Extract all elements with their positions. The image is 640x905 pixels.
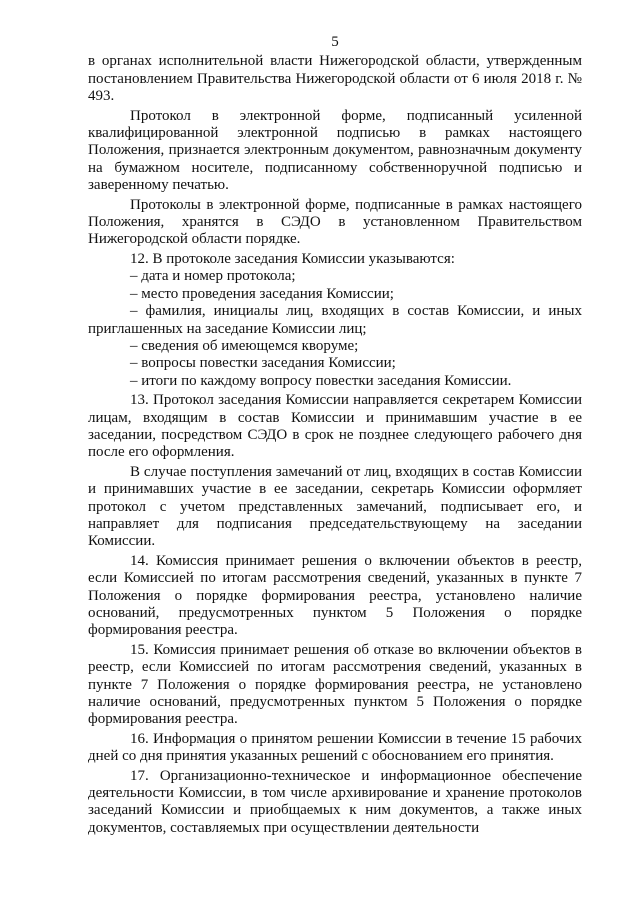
paragraph: 16. Информация о принятом решении Комиссии в течение 15 рабочих дней со дня принятия указанных решений с обоснованием его принятия.: [88, 730, 582, 765]
paragraph: – вопросы повестки заседания Комиссии;: [130, 355, 396, 372]
paragraph: 14. Комиссия принимает решения о включении объектов в реестр, если Комиссией по итогам рассмотрения сведений, указанных в пункте 7 Положения о порядке формирования реестра, установлено наличие оснований, предусмотренных пунктом 5 Положения о порядке формирования реестра.: [88, 552, 582, 639]
paragraph: 15. Комиссия принимает решения об отказе во включении объектов в реестр, если Комиссией по итогам рассмотрения сведений, указанных в пункте 7 Положения о порядке формирования реестра, не установлено наличие оснований, предусмотренных пунктом 5 Положения о порядке формирования реестра.: [88, 641, 582, 728]
paragraph: 13. Протокол заседания Комиссии направляется секретарем Комиссии лицам, входящим в состав Комиссии и принимавшим участие в ее заседании, посредством СЭДО в срок не позднее следующего рабочего дня после его оформления.: [88, 392, 582, 461]
paragraph: 12. В протоколе заседания Комиссии указываются:: [130, 250, 455, 267]
paragraph: – дата и номер протокола;: [130, 268, 296, 285]
paragraph: 17. Организационно-техническое и информационное обеспечение деятельности Комиссии, в том числе архивирование и хранение протоколов заседаний Комиссии и приобщаемых к ним документов, а также иных документов, составляемых при осуществлении деятельности: [88, 767, 582, 836]
document-body: [88, 53, 582, 837]
paragraph: – место проведения заседания Комиссии;: [130, 285, 394, 302]
paragraph: – сведения об имеющемся кворуме;: [130, 337, 359, 354]
paragraph: Протоколы в электронной форме, подписанные в рамках настоящего Положения, хранятся в СЭДО в установленном Правительством Нижегородской области порядке.: [88, 196, 582, 248]
page-number: 5: [331, 34, 339, 50]
paragraph: Протокол в электронной форме, подписанный усиленной квалифицированной электронной подписью в рамках настоящего Положения, признается электронным документом, равнозначным документу на бумажном носителе, подписанному собственноручной подписью и заверенному печатью.: [88, 107, 582, 194]
paragraph: – фамилия, инициалы лиц, входящих в состав Комиссии, и иных приглашенных на заседание Комиссии лиц;: [88, 303, 582, 337]
document-page: [88, 34, 582, 837]
paragraph: – итоги по каждому вопросу повестки заседания Комиссии.: [130, 372, 512, 389]
paragraph: В случае поступления замечаний от лиц, входящих в состав Комиссии и принимавших участие в ее заседании, секретарь Комиссии оформляет протокол с учетом представленных замечаний, подписывает его, и направляет для подписания председательствующему на заседании Комиссии.: [88, 463, 582, 550]
paragraph: в органах исполнительной власти Нижегородской области, утвержденным постановлением Правительства Нижегородской области от 6 июля 2018 г. № 493.: [88, 53, 582, 105]
